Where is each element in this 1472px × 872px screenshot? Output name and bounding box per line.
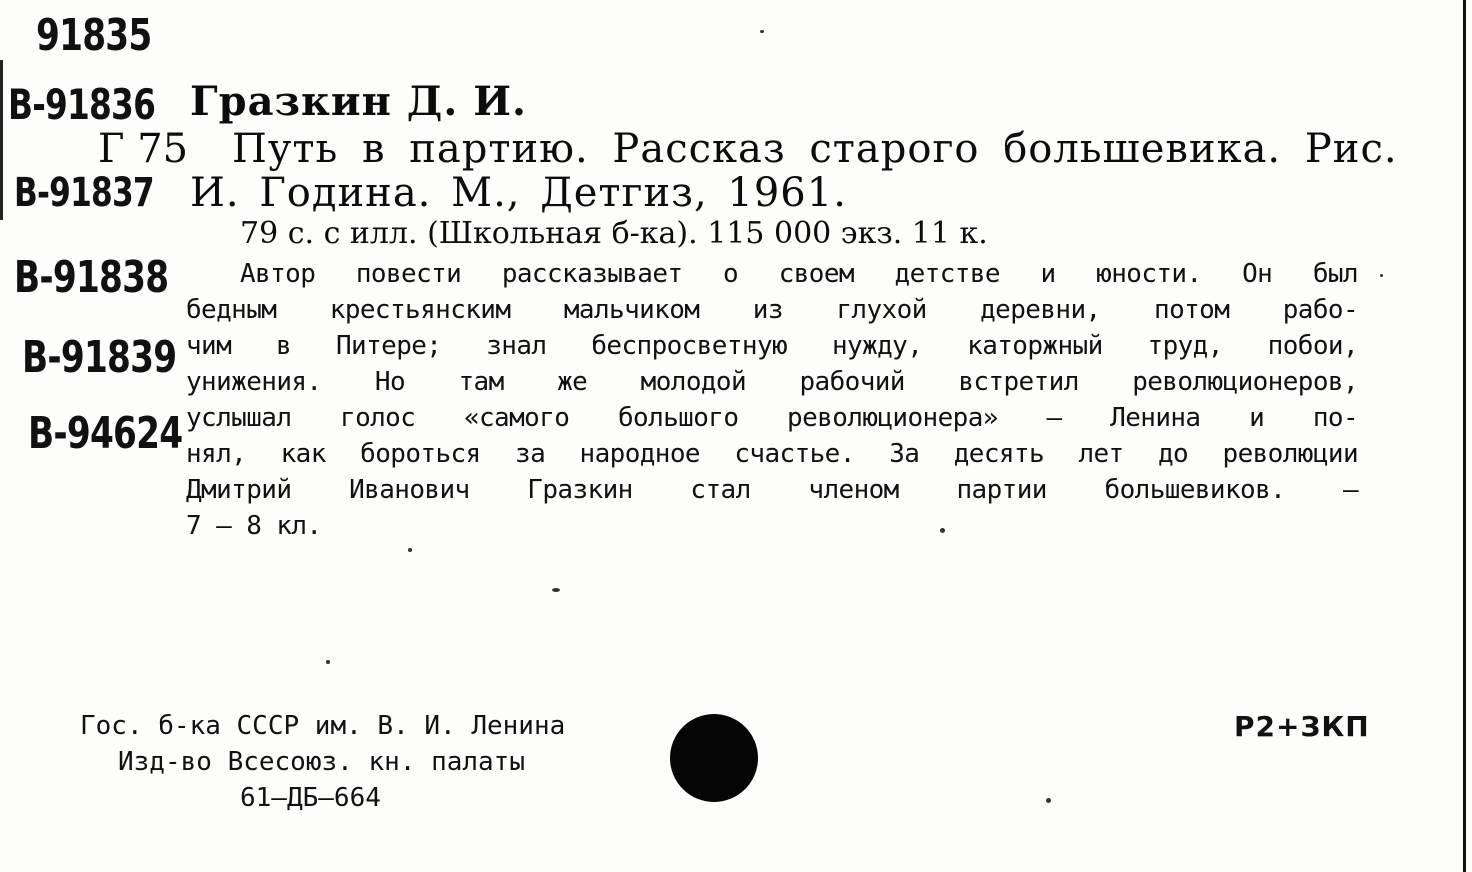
annotation-line: Автор повести рассказывает о своем детстве и юности. Он был [240, 259, 1358, 289]
handwritten-number: В-91837 [14, 170, 154, 216]
title-line-1: Путь в партию. Рассказ старого большевика. Рис. [232, 126, 1398, 172]
scan-speck [326, 660, 330, 664]
classmark: Г 75 [98, 126, 189, 172]
handwritten-number: В-91836 [8, 80, 156, 129]
publisher-name: Изд-во Всесоюз. кн. палаты [118, 747, 525, 777]
scan-speck [1046, 798, 1051, 803]
card-edge-right [1463, 0, 1466, 872]
handwritten-number: В-91839 [22, 332, 177, 383]
handwritten-number: В-91838 [14, 252, 169, 303]
annotation [186, 256, 1358, 544]
punch-hole [670, 714, 758, 802]
card-number: 61—ДБ—664 [240, 783, 381, 813]
scan-speck [408, 548, 412, 552]
annotation-line: Дмитрий Иванович Гразкин стал членом партии большевиков. — [186, 475, 1358, 505]
annotation-line: унижения. Но там же молодой рабочий встретил революционеров, [186, 367, 1358, 397]
library-name: Гос. б-ка СССР им. В. И. Ленина [80, 711, 566, 741]
handwritten-number: 91835 [36, 10, 152, 61]
annotation-line: 7 — 8 кл. [186, 511, 322, 541]
author-heading: Гразкин Д. И. [190, 78, 527, 125]
annotation-line: нял, как бороться за народное счастье. За десять лет до революции [186, 439, 1358, 469]
annotation-line: бедным крестьянским мальчиком из глухой деревни, потом рабо- [186, 295, 1358, 325]
annotation-line: услышал голос «самого большого революционера» — Ленина и по- [186, 403, 1358, 433]
title-line-2: И. Година. М., Детгиз, 1961. [190, 170, 847, 216]
scan-speck [1380, 274, 1383, 277]
scan-speck [760, 30, 764, 33]
scan-speck [940, 528, 945, 533]
scan-speck [552, 588, 560, 592]
card-footer [80, 708, 565, 816]
annotation-line: чим в Питере; знал беспросветную нужду, каторжный труд, побои, [186, 331, 1358, 361]
collation: 79 с. с илл. (Школьная б-ка). 115 000 экз. 11 к. [240, 216, 988, 251]
card-edge-left [0, 60, 3, 220]
classification-code: Р2+ЗКП [1234, 710, 1370, 743]
handwritten-number: В-94624 [28, 408, 183, 459]
